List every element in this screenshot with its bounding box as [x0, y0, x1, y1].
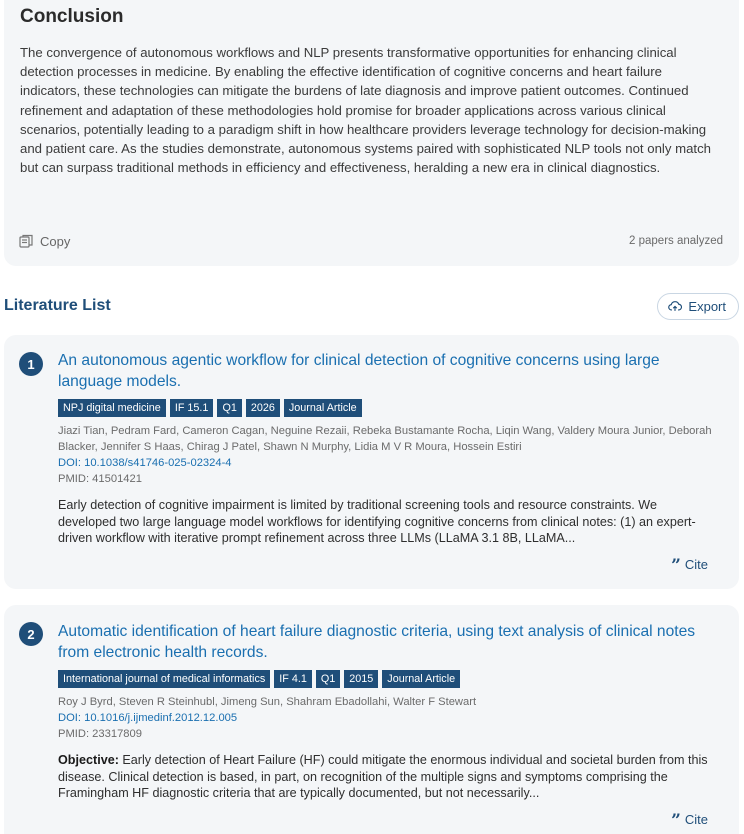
export-label: Export [688, 298, 726, 314]
literature-title: Literature List [4, 297, 111, 314]
paper-content [58, 622, 713, 802]
paper-authors: Jiazi Tian, Pedram Fard, Cameron Cagan, Neguine Rezaii, Rebeka Bustamante Rocha, Liqin Wang, Valdery Moura Junior, Deborah Blacker, Jennifer S Haas, Chirag J Patel, Shawn N Murphy, Lidia M V R Moura, Hossein Estiri [58, 425, 712, 453]
paper-tags [58, 399, 713, 417]
paper-title-link[interactable]: Automatic identification of heart failure diagnostic criteria, using text analysis of clinical notes from electronic health records. [58, 623, 696, 661]
abstract-text: Early detection of Heart Failure (HF) could mitigate the enormous individual and societal burden from this disease. Clinical detection is based, in part, on recognition of the multiple signs and symptoms comprising the Framingham HF diagnostic criteria that are typically documented, but not necessarily... [58, 753, 708, 801]
paper-title-link[interactable]: An autonomous agentic workflow for clinical detection of cognitive concerns using large language models. [58, 352, 660, 390]
abstract-text: Early detection of cognitive impairment is limited by traditional screening tools and resource constraints. We developed two large language model workflows for identifying cognitive concerns from clinical notes: (1) an expert-driven workflow with iterative prompt refinement across three LLMs (LLaMA 3.1 8B, LLaMA... [58, 498, 696, 546]
paper-tags [58, 670, 713, 688]
cite-button[interactable] [671, 555, 708, 576]
abstract-prefix: Objective: [58, 753, 119, 767]
cloud-upload-icon [668, 299, 682, 313]
cite-button[interactable] [671, 810, 708, 831]
paper-abstract [58, 752, 713, 802]
journal-tag: International journal of medical informatics [58, 670, 270, 688]
paper-pmid: PMID: 41501421 [58, 473, 142, 485]
literature-header [4, 293, 739, 319]
impact-factor-tag: IF 4.1 [274, 670, 312, 688]
conclusion-title: Conclusion [20, 6, 124, 27]
impact-factor-tag: IF 15.1 [170, 399, 214, 417]
paper-card [4, 605, 739, 834]
papers-count: 2 papers analyzed [629, 235, 723, 247]
paper-abstract [58, 497, 713, 547]
paper-number-badge: 1 [19, 352, 43, 376]
paper-number-badge: 2 [19, 622, 43, 646]
copy-label: Copy [40, 233, 71, 249]
quartile-tag: Q1 [217, 399, 241, 417]
paper-authors: Roy J Byrd, Steven R Steinhubl, Jimeng Sun, Shahram Ebadollahi, Walter F Stewart [58, 696, 477, 708]
export-button[interactable] [657, 293, 739, 320]
journal-tag: NPJ digital medicine [58, 399, 166, 417]
copy-icon [18, 233, 34, 249]
year-tag: 2015 [344, 670, 378, 688]
copy-button[interactable] [18, 233, 70, 249]
paper-card [4, 335, 739, 589]
conclusion-footer [18, 231, 723, 251]
quartile-tag: Q1 [316, 670, 340, 688]
quote-icon: ” [671, 811, 681, 831]
cite-label: Cite [684, 556, 708, 572]
year-tag: 2026 [246, 399, 280, 417]
paper-doi-link[interactable]: DOI: 10.1038/s41746-025-02324-4 [58, 457, 232, 469]
conclusion-body: The convergence of autonomous workflows and NLP presents transformative opportunities for enhancing clinical detection processes in medicine. By enabling the effective identification of cognitive concerns and heart failure indicators, these technologies can mitigate the burdens of late diagnosis and improve patient outcomes. Continued refinement and adaptation of these methodologies hold promise for broader applications across various clinical scenarios, potentially leading to a paradigm shift in how healthcare providers leverage technology for decision-making and patient care. As the studies demonstrate, autonomous systems paired with sophisticated NLP tools not only match but can surpass traditional methods in efficiency and effectiveness, heralding a new era in clinical diagnostics. [20, 45, 712, 176]
cite-label: Cite [684, 811, 708, 827]
quote-icon: ” [671, 556, 681, 576]
paper-content [58, 351, 713, 547]
article-type-tag: Journal Article [382, 670, 460, 688]
paper-pmid: PMID: 23317809 [58, 728, 142, 740]
article-type-tag: Journal Article [284, 399, 362, 417]
paper-doi-link[interactable]: DOI: 10.1016/j.ijmedinf.2012.12.005 [58, 712, 238, 724]
conclusion-card [4, 0, 739, 266]
